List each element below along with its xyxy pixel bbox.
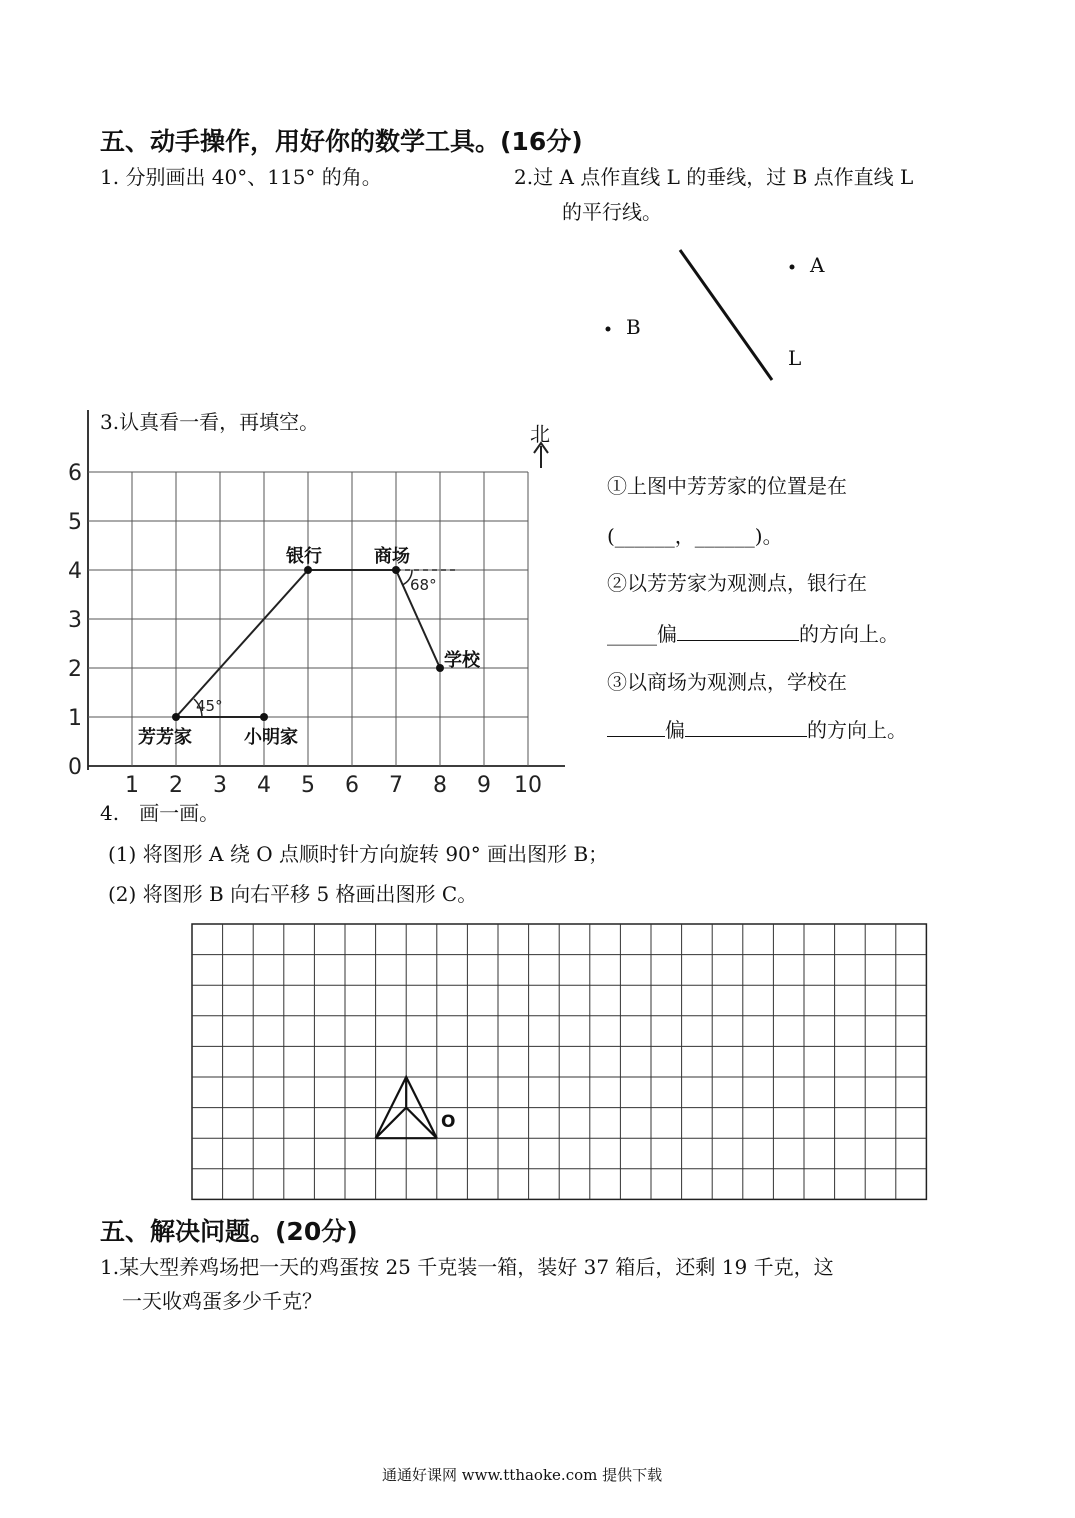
point-o-label: O <box>441 1112 456 1132</box>
place-label: 学校 <box>444 650 480 671</box>
fill-1-line1: ①上图中芳芳家的位置是在 <box>607 474 847 498</box>
north-label: 北 <box>530 422 550 446</box>
place-label: 小明家 <box>244 727 298 748</box>
y-tick-label: 2 <box>68 657 82 682</box>
fill-3-pre: 偏 <box>665 718 685 742</box>
problem-1-line1: 1.某大型养鸡场把一天的鸡蛋按 25 千克装一箱，装好 37 箱后，还剩 19 千克，这 <box>100 1255 834 1279</box>
fill-3-post: 的方向上。 <box>807 718 907 742</box>
x-tick-label: 3 <box>213 773 227 798</box>
question-3: 3.认真看一看，再填空。 <box>100 410 320 434</box>
x-tick-label: 10 <box>514 773 542 798</box>
problem-1-line2: 一天收鸡蛋多少千克？ <box>122 1289 322 1313</box>
line-l-label: L <box>788 346 802 370</box>
x-tick-label: 2 <box>169 773 183 798</box>
question-1: 1. 分别画出 40°、115° 的角。 <box>100 165 382 189</box>
x-tick-label: 4 <box>257 773 271 798</box>
x-tick-label: 6 <box>345 773 359 798</box>
y-tick-label: 3 <box>68 608 82 633</box>
y-tick-label: 5 <box>68 510 82 535</box>
angle-68-label: 68° <box>410 576 437 594</box>
x-tick-label: 9 <box>477 773 491 798</box>
place-label: 芳芳家 <box>138 727 192 748</box>
question-2-line2: 的平行线。 <box>562 200 662 224</box>
fill-3-line1: ③以商场为观测点，学校在 <box>607 670 847 694</box>
point-b-label: B <box>626 315 641 339</box>
question-4: 4. 画一画。 <box>100 801 220 825</box>
x-tick-label: 1 <box>125 773 139 798</box>
y-tick-label: 1 <box>68 706 82 731</box>
fill-2-pre: _____偏 <box>607 622 677 646</box>
place-label: 银行 <box>286 546 322 567</box>
section-title: 五、动手操作，用好你的数学工具。(16分) <box>100 127 583 156</box>
y-tick-label: 0 <box>68 755 82 780</box>
question-4-2: (2) 将图形 B 向右平移 5 格画出图形 C。 <box>108 882 478 906</box>
y-tick-label: 4 <box>68 559 82 584</box>
fill-2-line1: ②以芳芳家为观测点，银行在 <box>607 571 867 595</box>
y-tick-label: 6 <box>68 461 82 486</box>
x-tick-label: 8 <box>433 773 447 798</box>
question-4-1: (1) 将图形 A 绕 O 点顺时针方向旋转 90° 画出图形 B； <box>108 842 609 866</box>
fill-1-line2: (______，______)。 <box>607 524 783 548</box>
question-2-line1: 2.过 A 点作直线 L 的垂线，过 B 点作直线 L <box>514 165 914 189</box>
x-tick-label: 7 <box>389 773 403 798</box>
fill-2-post: 的方向上。 <box>799 622 899 646</box>
point-a-label: A <box>810 253 825 277</box>
footer: 通通好课网 www.tthaoke.com 提供下载 <box>382 1466 663 1484</box>
place-label: 商场 <box>374 546 410 567</box>
angle-45-label: 45° <box>196 697 223 715</box>
section-title-problems: 五、解决问题。(20分) <box>100 1217 358 1246</box>
x-tick-label: 5 <box>301 773 315 798</box>
